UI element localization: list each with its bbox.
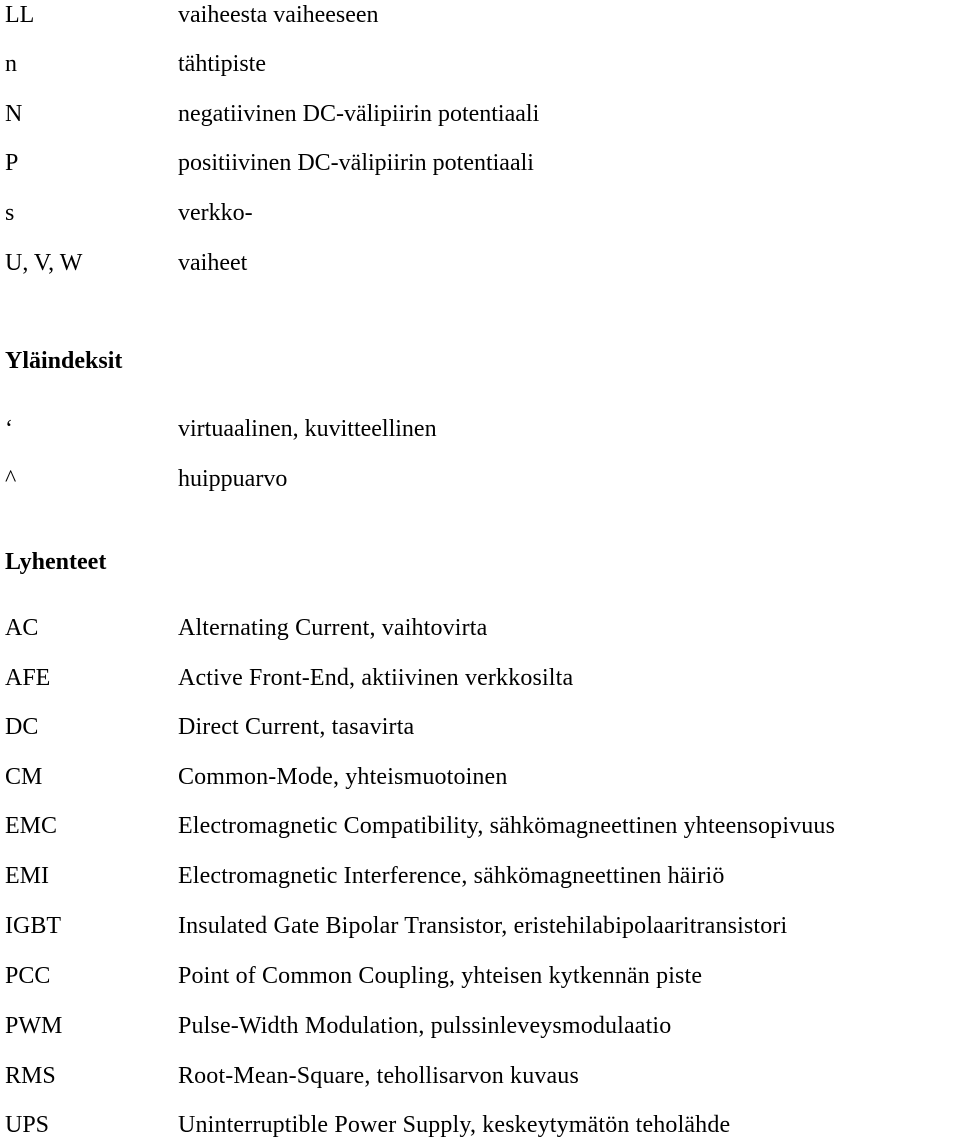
abbreviation-row	[0, 856, 960, 896]
meaning: Point of Common Coupling, yhteisen kytkennän piste	[178, 963, 703, 989]
meaning: Pulse-Width Modulation, pulssinleveysmodulaatio	[178, 1013, 672, 1039]
abbreviation-row	[0, 658, 960, 698]
meaning: Common-Mode, yhteismuotoinen	[178, 764, 508, 790]
abbreviation-row	[0, 707, 960, 747]
symbol: EMI	[5, 863, 49, 889]
symbol: n	[5, 51, 17, 77]
meaning: tähtipiste	[178, 51, 266, 77]
symbol: RMS	[5, 1063, 56, 1089]
meaning: Active Front-End, aktiivinen verkkosilta	[178, 665, 574, 691]
abbreviation-row	[0, 757, 960, 797]
symbol: IGBT	[5, 913, 61, 939]
subscript-row	[0, 243, 960, 283]
symbol: ^	[5, 466, 17, 492]
abbreviation-row	[0, 906, 960, 946]
section-heading-abbreviations: Lyhenteet	[5, 549, 107, 575]
meaning: Alternating Current, vaihtovirta	[178, 615, 488, 641]
symbol: PWM	[5, 1013, 63, 1039]
meaning: virtuaalinen, kuvitteellinen	[178, 416, 437, 442]
symbol: AC	[5, 615, 39, 641]
meaning: vaiheet	[178, 250, 248, 276]
meaning: huippuarvo	[178, 466, 288, 492]
symbol: EMC	[5, 813, 58, 839]
subscript-row	[0, 143, 960, 183]
meaning: Direct Current, tasavirta	[178, 714, 415, 740]
meaning: Insulated Gate Bipolar Transistor, eristehilabipolaaritransistori	[178, 913, 788, 939]
symbol: PCC	[5, 963, 51, 989]
symbol: s	[5, 200, 15, 226]
symbol: CM	[5, 764, 43, 790]
symbol: U, V, W	[5, 250, 83, 276]
section-heading-superscripts: Yläindeksit	[5, 348, 123, 374]
abbreviation-row	[0, 1006, 960, 1046]
subscript-row	[0, 44, 960, 84]
abbreviation-row	[0, 1056, 960, 1096]
symbol: AFE	[5, 665, 51, 691]
meaning: Electromagnetic Interference, sähkömagneettinen häiriö	[178, 863, 725, 889]
meaning: positiivinen DC-välipiirin potentiaali	[178, 150, 534, 176]
symbol: P	[5, 150, 19, 176]
subscript-row	[0, 0, 960, 35]
symbol: DC	[5, 714, 39, 740]
meaning: vaiheesta vaiheeseen	[178, 2, 379, 28]
symbol: LL	[5, 2, 35, 28]
meaning: negatiivinen DC-välipiirin potentiaali	[178, 101, 540, 127]
subscript-row	[0, 193, 960, 233]
abbreviation-row	[0, 608, 960, 648]
superscript-row	[0, 459, 960, 499]
superscript-row	[0, 409, 960, 449]
symbol: ‘	[5, 416, 13, 442]
abbreviation-row	[0, 806, 960, 846]
subscript-row	[0, 94, 960, 134]
abbreviation-row	[0, 956, 960, 996]
meaning: Electromagnetic Compatibility, sähkömagneettinen yhteensopivuus	[178, 813, 836, 839]
symbol: N	[5, 101, 23, 127]
symbol: UPS	[5, 1112, 50, 1138]
meaning: verkko-	[178, 200, 253, 226]
abbreviation-row	[0, 1105, 960, 1145]
meaning: Root-Mean-Square, tehollisarvon kuvaus	[178, 1063, 579, 1089]
meaning: Uninterruptible Power Supply, keskeytymätön teholähde	[178, 1112, 731, 1138]
